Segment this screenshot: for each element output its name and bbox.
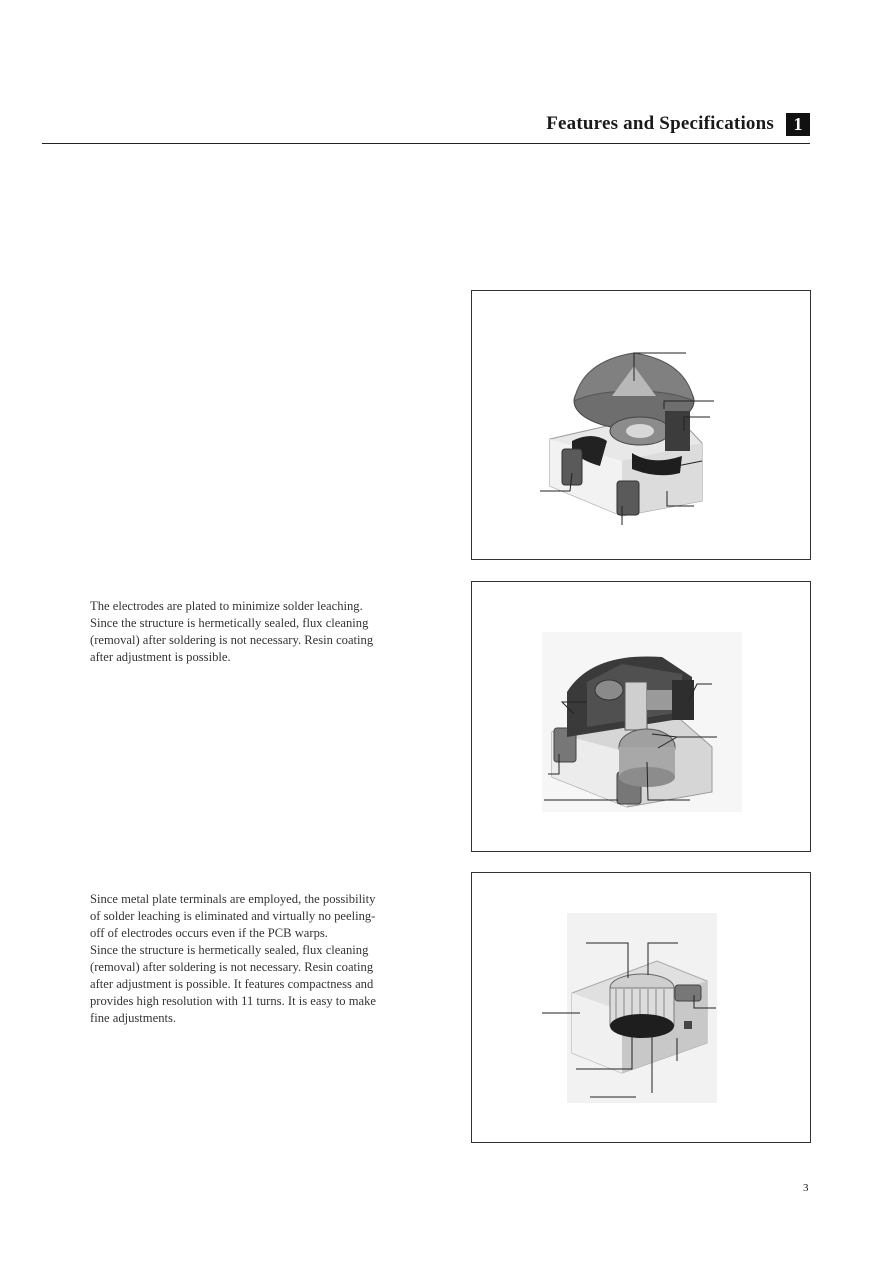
header-rule: [42, 143, 810, 144]
description-line: after adjustment is possible. It features compactness and: [90, 977, 374, 991]
description-line: (removal) after soldering is not necessary. Resin coating: [90, 633, 374, 647]
description-block-3: [90, 891, 435, 1027]
page-number: 3: [803, 1182, 809, 1194]
description-line: Since the structure is hermetically sealed, flux cleaning: [90, 616, 369, 630]
description-line: of solder leaching is eliminated and virtually no peeling-: [90, 909, 376, 923]
description-line: Since the structure is hermetically sealed, flux cleaning: [90, 943, 369, 957]
description-line: The electrodes are plated to minimize solder leaching.: [90, 599, 363, 613]
trimmer-illustration-1: [472, 291, 810, 559]
figure-3-multiturn-trimmer-cutaway: [471, 872, 811, 1143]
description-line: provides high resolution with 11 turns. It is easy to make: [90, 994, 377, 1008]
page-title: Features and Specifications: [546, 113, 774, 134]
description-line: Since metal plate terminals are employed, the possibility: [90, 892, 376, 906]
description-line: off of electrodes occurs even if the PCB warps.: [90, 926, 328, 940]
chapter-badge: 1: [786, 113, 810, 136]
figure-1-trimmer-cutaway: [471, 290, 811, 560]
description-line: after adjustment is possible.: [90, 650, 231, 664]
figure-2-sealed-trimmer-cutaway: [471, 581, 811, 852]
description-block-2: [90, 598, 435, 666]
description-line: fine adjustments.: [90, 1011, 177, 1025]
trimmer-illustration-3: [472, 873, 810, 1142]
trimmer-illustration-2: [472, 582, 810, 851]
description-line: (removal) after soldering is not necessary. Resin coating: [90, 960, 374, 974]
